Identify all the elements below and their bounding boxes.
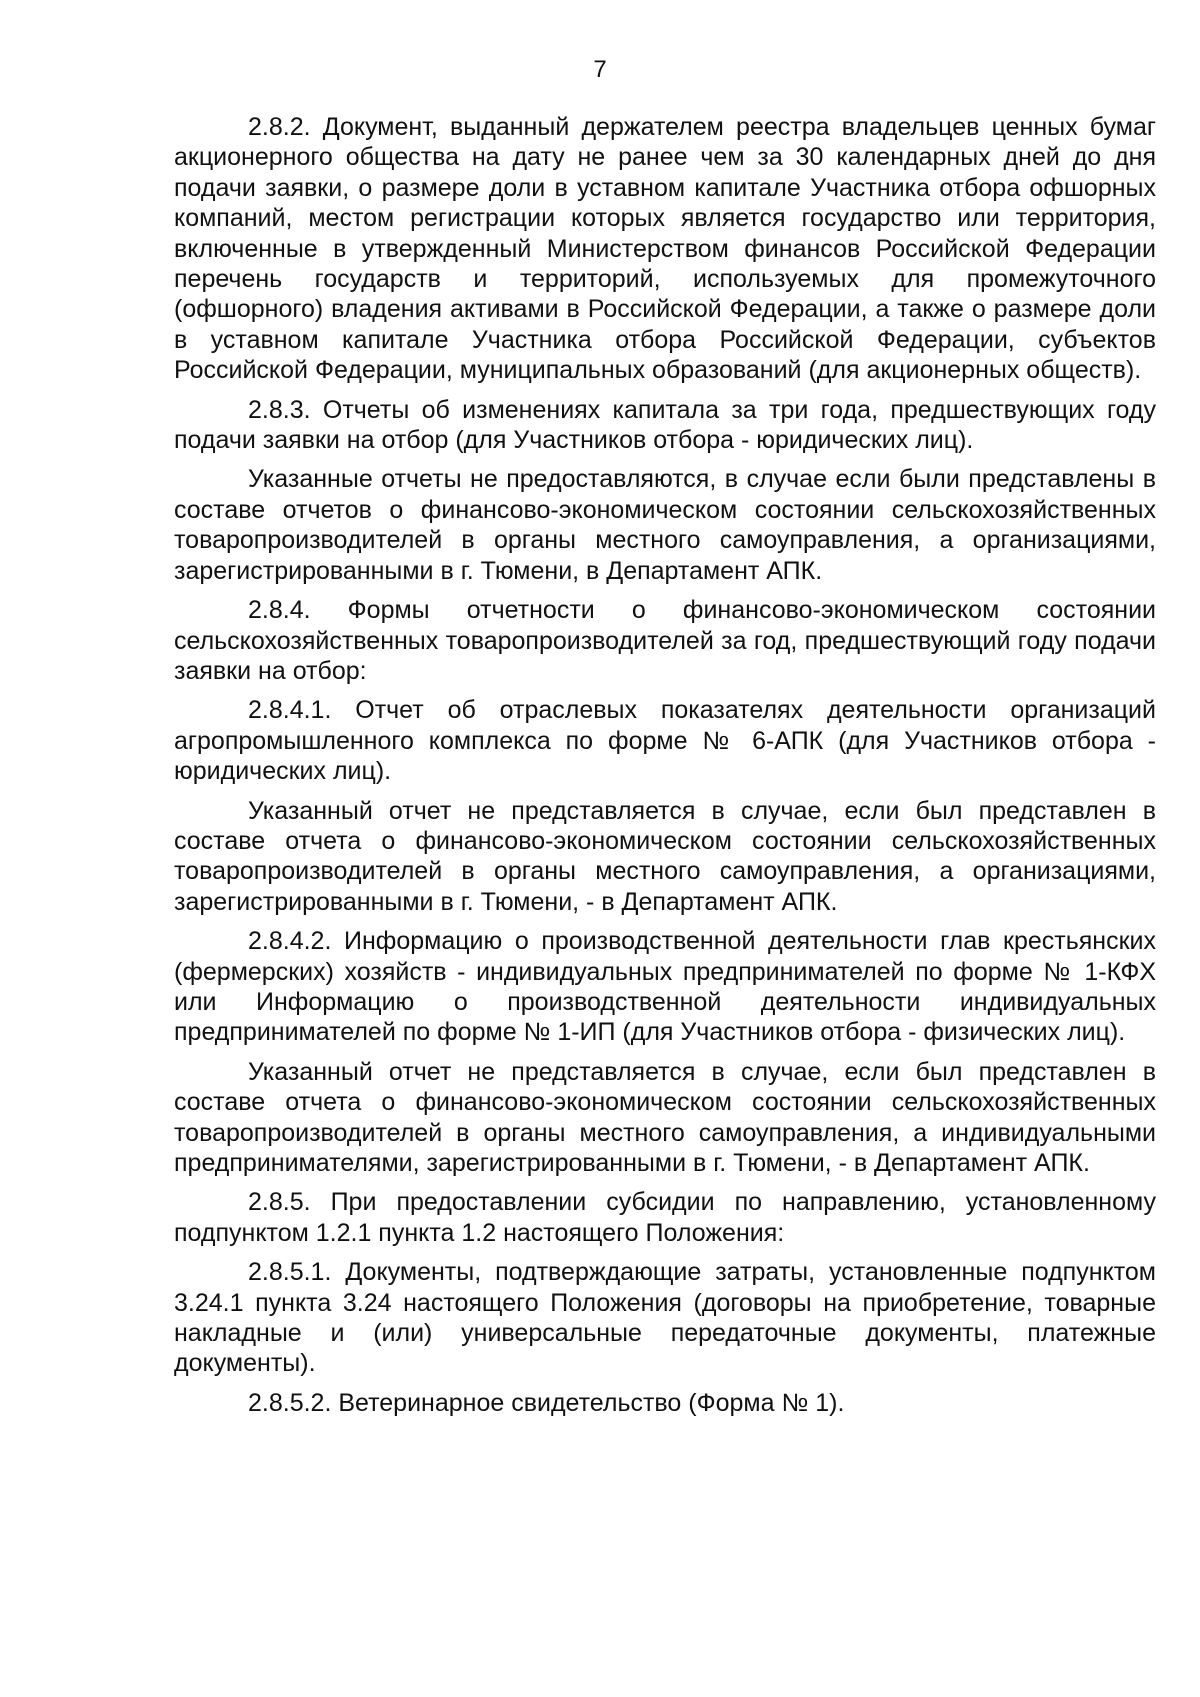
paragraph-2-8-5: 2.8.5. При предоставлении субсидии по направлению, установленному подпунктом 1.2.1 пункта 1.2 настоящего Положения: <box>174 1188 1156 1247</box>
paragraph-2-8-4-1: 2.8.4.1. Отчет об отраслевых показателях деятельности организаций агропромышленного комплекса по форме № 6-АПК (для Участников отбора - юридических лиц). <box>174 696 1156 786</box>
paragraph-2-8-4-2: 2.8.4.2. Информацию о производственной деятельности глав крестьянских (фермерских) хозяйств - индивидуальных предпринимателей по форме № 1-КФХ или Информацию о производственной деятельности индивидуальных предпринимателей по форме № 1-ИП (для Участников отбора - физических лиц). <box>174 927 1156 1047</box>
paragraph-2-8-3-note: Указанные отчеты не предоставляются, в случае если были представлены в составе отчетов о финансово-экономическом состоянии сельскохозяйственных товаропроизводителей в органы местного самоуправления, а организациями, зарегистрированными в г. Тюмени, в Департамент АПК. <box>174 465 1156 585</box>
paragraph-2-8-4: 2.8.4. Формы отчетности о финансово-экономическом состоянии сельскохозяйственных товаропроизводителей за год, предшествующий году подачи заявки на отбор: <box>174 596 1156 685</box>
paragraph-2-8-5-2: 2.8.5.2. Ветеринарное свидетельство (Форма № 1). <box>248 1388 845 1417</box>
page-number: 7 <box>593 56 607 83</box>
paragraph-2-8-5-1: 2.8.5.1. Документы, подтверждающие затраты, установленные подпунктом 3.24.1 пункта 3.24 настоящего Положения (договоры на приобретение, товарные накладные и (или) универсальные передаточные документы, платежные документы). <box>174 1258 1156 1378</box>
paragraph-2-8-2: 2.8.2. Документ, выданный держателем реестра владельцев ценных бумаг акционерного общества на дату не ранее чем за 30 календарных дней до дня подачи заявки, о размере доли в уставном капитале Участника отбора офшорных компаний, местом регистрации которых является государство или территория, включенные в утвержденный Министерством финансов Российской Федерации перечень государств и территорий, используемых для промежуточного (офшорного) владения активами в Российской Федерации, а также о размере доли в уставном капитале Участника отбора Российской Федерации, субъектов Российской Федерации, муниципальных образований (для акционерных обществ). <box>174 113 1156 385</box>
paragraph-2-8-4-1-note: Указанный отчет не представляется в случае, если был представлен в составе отчета о финансово-экономическом состоянии сельскохозяйственных товаропроизводителей в органы местного самоуправления, а организациями, зарегистрированными в г. Тюмени, - в Департамент АПК. <box>174 796 1156 916</box>
paragraph-2-8-3: 2.8.3. Отчеты об изменениях капитала за три года, предшествующих году подачи заявки на отбор (для Участников отбора - юридических лиц). <box>174 395 1156 455</box>
paragraph-2-8-4-2-note: Указанный отчет не представляется в случае, если был представлен в составе отчета о финансово-экономическом состоянии сельскохозяйственных товаропроизводителей в органы местного самоуправления, а индивидуальными предпринимателями, зарегистрированными в г. Тюмени, - в Департамент АПК. <box>174 1057 1156 1177</box>
document-body <box>174 112 1156 1427</box>
